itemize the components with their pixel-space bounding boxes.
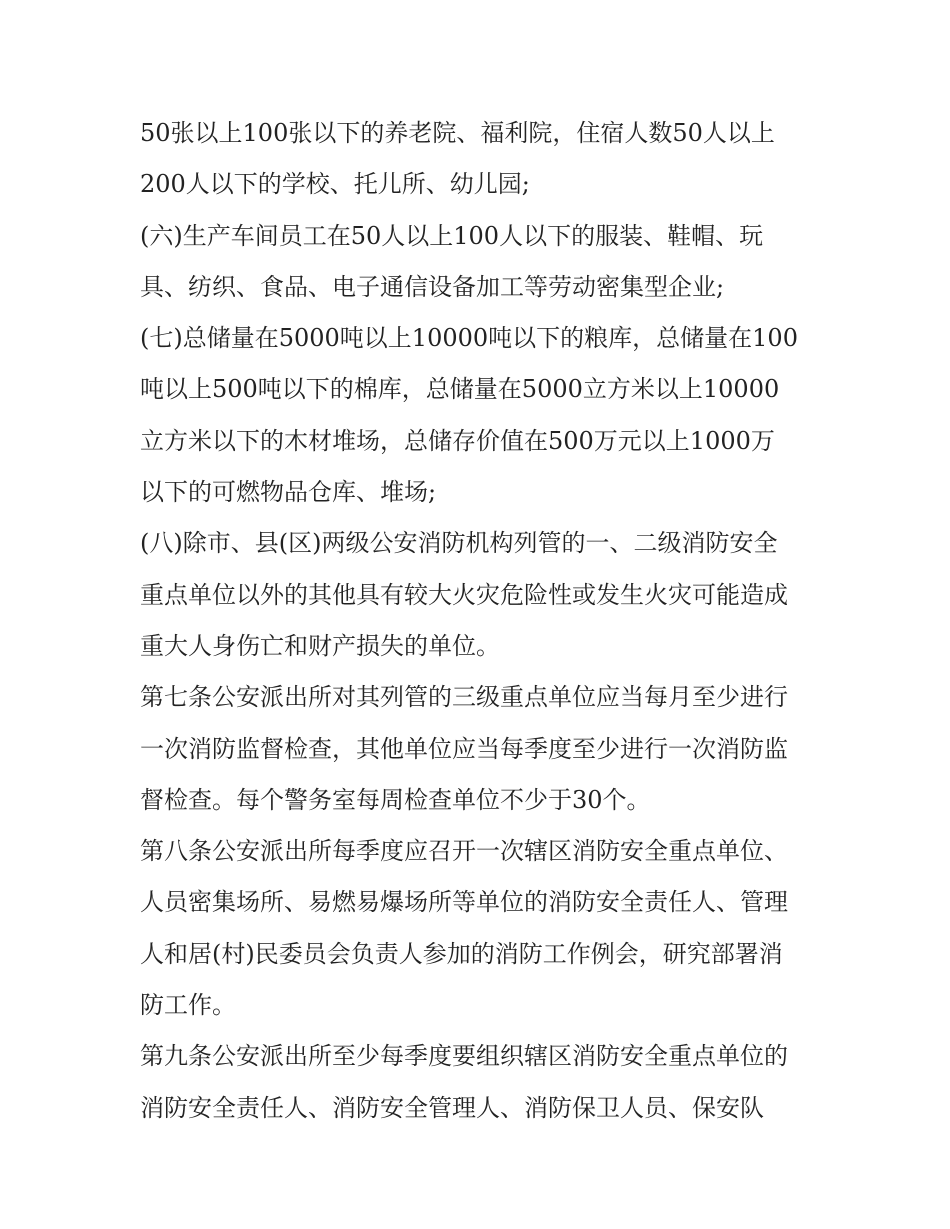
text-line: 第八条公安派出所每季度应召开一次辖区消防安全重点单位、 [140, 837, 788, 866]
text-line: 200人以下的学校、托儿所、幼儿园; [140, 170, 530, 199]
text-line: 第九条公安派出所至少每季度要组织辖区消防安全重点单位的 [140, 1042, 788, 1071]
text-line: 人员密集场所、易燃易爆场所等单位的消防安全责任人、管理 [140, 888, 788, 917]
text-line: 消防安全责任人、消防安全管理人、消防保卫人员、保安队 [140, 1093, 764, 1122]
document-body [140, 108, 820, 1134]
text-line: 吨以上500吨以下的棉库，总储量在5000立方米以上10000 [140, 375, 780, 404]
text-line: 人和居(村)民委员会负责人参加的消防工作例会，研究部署消 [140, 939, 783, 968]
text-line: (七)总储量在5000吨以上10000吨以下的粮库，总储量在100 [140, 324, 798, 353]
text-line: 50张以上100张以下的养老院、福利院，住宿人数50人以上 [140, 119, 775, 147]
text-line: (六)生产车间员工在50人以上100人以下的服装、鞋帽、玩 [140, 221, 764, 250]
text-line: 以下的可燃物品仓库、堆场; [140, 478, 437, 507]
text-line: 重点单位以外的其他具有较大火灾危险性或发生火灾可能造成 [140, 580, 788, 609]
text-line: 督检查。每个警务室每周检查单位不少于30个。 [140, 785, 651, 814]
text-line: 重大人身伤亡和财产损失的单位。 [140, 631, 500, 660]
text-line: 立方米以下的木材堆场，总储存价值在500万元以上1000万 [140, 426, 775, 455]
text-line: 防工作。 [140, 991, 236, 1020]
text-line: (八)除市、县(区)两级公安消防机构列管的一、二级消防安全 [140, 529, 778, 558]
text-line: 具、纺织、食品、电子通信设备加工等劳动密集型企业; [140, 272, 725, 301]
text-line: 第七条公安派出所对其列管的三级重点单位应当每月至少进行 [140, 683, 788, 712]
text-line: 一次消防监督检查，其他单位应当每季度至少进行一次消防监 [140, 734, 788, 763]
